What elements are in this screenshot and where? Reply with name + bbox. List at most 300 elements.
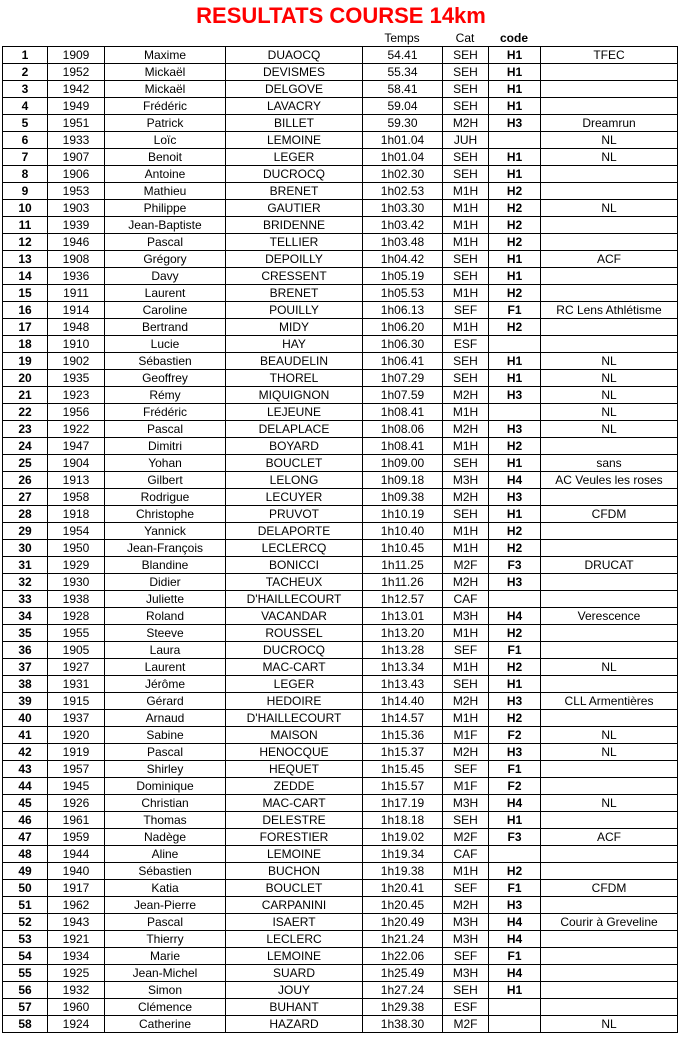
time-cell: 1h09.38 [363,489,443,506]
firstname-cell: Davy [105,268,226,285]
bib-cell: 1907 [48,149,105,166]
lastname-cell: POUILLY [226,302,363,319]
category-cell: CAF [443,591,489,608]
club-cell: ACF [541,829,678,846]
header-temps: Temps [384,31,420,45]
lastname-cell: MAC-CART [226,659,363,676]
lastname-cell: THOREL [226,370,363,387]
rank-cell: 54 [3,948,48,965]
bib-cell: 1923 [48,387,105,404]
bib-cell: 1902 [48,353,105,370]
category-cell: M1H [443,710,489,727]
category-cell: M1H [443,234,489,251]
rank-cell: 15 [3,285,48,302]
category-cell: SEH [443,268,489,285]
firstname-cell: Gérard [105,693,226,710]
table-row [3,948,678,965]
category-cell: M1H [443,438,489,455]
club-cell: NL [541,659,678,676]
rank-cell: 19 [3,353,48,370]
club-cell [541,676,678,693]
bib-cell: 1935 [48,370,105,387]
table-row [3,489,678,506]
bib-cell: 1933 [48,132,105,149]
time-cell: 1h11.26 [363,574,443,591]
bib-cell: 1918 [48,506,105,523]
lastname-cell: MIQUIGNON [226,387,363,404]
lastname-cell: BEAUDELIN [226,353,363,370]
bib-cell: 1921 [48,931,105,948]
rank-cell: 44 [3,778,48,795]
table-row [3,659,678,676]
time-cell: 59.30 [363,115,443,132]
club-cell: Verescence [541,608,678,625]
bib-cell: 1940 [48,863,105,880]
rank-cell: 20 [3,370,48,387]
code-cell [489,336,541,353]
rank-cell: 57 [3,999,48,1016]
time-cell: 1h15.45 [363,761,443,778]
firstname-cell: Jérôme [105,676,226,693]
rank-cell: 12 [3,234,48,251]
firstname-cell: Antoine [105,166,226,183]
lastname-cell: LECLERCQ [226,540,363,557]
rank-cell: 48 [3,846,48,863]
code-cell [489,999,541,1016]
table-row [3,591,678,608]
club-cell [541,897,678,914]
time-cell: 1h09.18 [363,472,443,489]
club-cell: ACF [541,251,678,268]
code-cell: H4 [489,965,541,982]
code-cell: H2 [489,438,541,455]
firstname-cell: Jean-François [105,540,226,557]
table-row [3,115,678,132]
code-cell: H2 [489,200,541,217]
category-cell: SEF [443,642,489,659]
bib-cell: 1931 [48,676,105,693]
bib-cell: 1925 [48,965,105,982]
club-cell: AC Veules les roses [541,472,678,489]
time-cell: 1h06.13 [363,302,443,319]
time-cell: 1h17.19 [363,795,443,812]
bib-cell: 1909 [48,47,105,64]
code-cell: H1 [489,982,541,999]
category-cell: SEF [443,880,489,897]
category-cell: M1F [443,778,489,795]
bib-cell: 1905 [48,642,105,659]
lastname-cell: JOUY [226,982,363,999]
rank-cell: 40 [3,710,48,727]
bib-cell: 1939 [48,217,105,234]
rank-cell: 30 [3,540,48,557]
firstname-cell: Caroline [105,302,226,319]
time-cell: 1h20.45 [363,897,443,914]
rank-cell: 21 [3,387,48,404]
category-cell: SEH [443,98,489,115]
table-row [3,302,678,319]
lastname-cell: HAY [226,336,363,353]
bib-cell: 1913 [48,472,105,489]
header-code: code [499,31,528,45]
lastname-cell: TELLIER [226,234,363,251]
firstname-cell: Christophe [105,506,226,523]
category-cell: M2F [443,829,489,846]
firstname-cell: Laurent [105,659,226,676]
rank-cell: 46 [3,812,48,829]
table-row [3,880,678,897]
bib-cell: 1903 [48,200,105,217]
club-cell: CFDM [541,880,678,897]
table-row [3,982,678,999]
code-cell: H1 [489,166,541,183]
rank-cell: 56 [3,982,48,999]
rank-cell: 16 [3,302,48,319]
time-cell: 1h11.25 [363,557,443,574]
rank-cell: 23 [3,421,48,438]
rank-cell: 25 [3,455,48,472]
club-cell [541,948,678,965]
lastname-cell: BRENET [226,183,363,200]
table-row [3,353,678,370]
lastname-cell: GAUTIER [226,200,363,217]
lastname-cell: BRIDENNE [226,217,363,234]
category-cell: SEH [443,81,489,98]
lastname-cell: MIDY [226,319,363,336]
lastname-cell: LEMOINE [226,846,363,863]
firstname-cell: Sébastien [105,353,226,370]
firstname-cell: Clémence [105,999,226,1016]
time-cell: 58.41 [363,81,443,98]
category-cell: M2H [443,489,489,506]
category-cell: SEF [443,948,489,965]
code-cell: F1 [489,761,541,778]
club-cell: NL [541,149,678,166]
lastname-cell: CARPANINI [226,897,363,914]
club-cell [541,166,678,183]
rank-cell: 22 [3,404,48,421]
club-cell [541,285,678,302]
table-row [3,744,678,761]
bib-cell: 1949 [48,98,105,115]
time-cell: 1h19.38 [363,863,443,880]
category-cell: M1H [443,200,489,217]
time-cell: 1h13.20 [363,625,443,642]
firstname-cell: Jean-Michel [105,965,226,982]
code-cell: H1 [489,506,541,523]
table-row [3,81,678,98]
table-row [3,727,678,744]
code-cell: F3 [489,829,541,846]
code-cell: H1 [489,353,541,370]
bib-cell: 1929 [48,557,105,574]
category-cell: M2H [443,897,489,914]
firstname-cell: Frédéric [105,98,226,115]
firstname-cell: Blandine [105,557,226,574]
lastname-cell: ISAERT [226,914,363,931]
bib-cell: 1953 [48,183,105,200]
club-cell [541,268,678,285]
code-cell [489,591,541,608]
firstname-cell: Catherine [105,1016,226,1033]
firstname-cell: Yohan [105,455,226,472]
bib-cell: 1906 [48,166,105,183]
lastname-cell: DELAPORTE [226,523,363,540]
lastname-cell: HAZARD [226,1016,363,1033]
club-cell: RC Lens Athlétisme [541,302,678,319]
club-cell [541,438,678,455]
header-cat: Cat [455,31,475,45]
lastname-cell: BOUCLET [226,880,363,897]
category-cell: M1H [443,217,489,234]
category-cell: ESF [443,336,489,353]
time-cell: 1h10.40 [363,523,443,540]
column-headers [0,30,682,46]
firstname-cell: Patrick [105,115,226,132]
rank-cell: 14 [3,268,48,285]
code-cell: H3 [489,693,541,710]
category-cell: SEH [443,506,489,523]
lastname-cell: BOYARD [226,438,363,455]
code-cell: F1 [489,880,541,897]
club-cell [541,319,678,336]
category-cell: M1H [443,540,489,557]
category-cell: ESF [443,999,489,1016]
lastname-cell: HEQUET [226,761,363,778]
firstname-cell: Yannick [105,523,226,540]
code-cell: H3 [489,387,541,404]
firstname-cell: Thomas [105,812,226,829]
time-cell: 1h13.43 [363,676,443,693]
club-cell [541,489,678,506]
club-cell [541,81,678,98]
firstname-cell: Mathieu [105,183,226,200]
table-row [3,217,678,234]
time-cell: 1h03.48 [363,234,443,251]
table-row [3,285,678,302]
club-cell: NL [541,387,678,404]
category-cell: SEH [443,353,489,370]
code-cell: H2 [489,234,541,251]
table-row [3,506,678,523]
category-cell: SEH [443,676,489,693]
category-cell: M2F [443,1016,489,1033]
rank-cell: 34 [3,608,48,625]
lastname-cell: LELONG [226,472,363,489]
table-row [3,540,678,557]
code-cell: H2 [489,863,541,880]
bib-cell: 1947 [48,438,105,455]
club-cell: Dreamrun [541,115,678,132]
lastname-cell: BOUCLET [226,455,363,472]
time-cell: 1h07.59 [363,387,443,404]
rank-cell: 33 [3,591,48,608]
time-cell: 1h25.49 [363,965,443,982]
lastname-cell: FORESTIER [226,829,363,846]
time-cell: 1h03.42 [363,217,443,234]
rank-cell: 10 [3,200,48,217]
rank-cell: 27 [3,489,48,506]
lastname-cell: SUARD [226,965,363,982]
lastname-cell: LEGER [226,149,363,166]
rank-cell: 52 [3,914,48,931]
firstname-cell: Didier [105,574,226,591]
lastname-cell: MAISON [226,727,363,744]
club-cell [541,217,678,234]
club-cell: NL [541,404,678,421]
bib-cell: 1938 [48,591,105,608]
category-cell: M2H [443,421,489,438]
club-cell: NL [541,200,678,217]
rank-cell: 26 [3,472,48,489]
lastname-cell: HENOCQUE [226,744,363,761]
rank-cell: 58 [3,1016,48,1033]
code-cell: F1 [489,948,541,965]
time-cell: 1h18.18 [363,812,443,829]
table-row [3,914,678,931]
code-cell: H4 [489,608,541,625]
lastname-cell: DUCROCQ [226,642,363,659]
lastname-cell: BUCHON [226,863,363,880]
table-row [3,200,678,217]
category-cell: SEH [443,166,489,183]
rank-cell: 31 [3,557,48,574]
firstname-cell: Laurent [105,285,226,302]
code-cell [489,1016,541,1033]
bib-cell: 1922 [48,421,105,438]
club-cell [541,98,678,115]
time-cell: 1h06.20 [363,319,443,336]
rank-cell: 11 [3,217,48,234]
category-cell: M1H [443,319,489,336]
club-cell: NL [541,132,678,149]
code-cell: H1 [489,251,541,268]
table-row [3,693,678,710]
category-cell: CAF [443,846,489,863]
time-cell: 1h06.41 [363,353,443,370]
time-cell: 1h13.28 [363,642,443,659]
lastname-cell: BRENET [226,285,363,302]
category-cell: M1H [443,523,489,540]
firstname-cell: Pascal [105,744,226,761]
code-cell: H1 [489,812,541,829]
code-cell: H1 [489,64,541,81]
bib-cell: 1944 [48,846,105,863]
time-cell: 1h21.24 [363,931,443,948]
rank-cell: 3 [3,81,48,98]
time-cell: 1h03.30 [363,200,443,217]
firstname-cell: Pascal [105,914,226,931]
rank-cell: 37 [3,659,48,676]
rank-cell: 38 [3,676,48,693]
club-cell: NL [541,727,678,744]
rank-cell: 18 [3,336,48,353]
code-cell: H1 [489,370,541,387]
code-cell: F1 [489,642,541,659]
code-cell: H1 [489,455,541,472]
club-cell [541,999,678,1016]
lastname-cell: HEDOIRE [226,693,363,710]
club-cell [541,812,678,829]
rank-cell: 47 [3,829,48,846]
category-cell: SEH [443,812,489,829]
lastname-cell: LEGER [226,676,363,693]
lastname-cell: LECUYER [226,489,363,506]
time-cell: 1h01.04 [363,132,443,149]
time-cell: 1h15.37 [363,744,443,761]
club-cell [541,965,678,982]
code-cell: H4 [489,931,541,948]
club-cell [541,778,678,795]
rank-cell: 43 [3,761,48,778]
lastname-cell: D'HAILLECOURT [226,710,363,727]
rank-cell: 41 [3,727,48,744]
category-cell: JUH [443,132,489,149]
club-cell: NL [541,353,678,370]
code-cell: H1 [489,149,541,166]
firstname-cell: Arnaud [105,710,226,727]
table-row [3,268,678,285]
bib-cell: 1958 [48,489,105,506]
club-cell: CFDM [541,506,678,523]
bib-cell: 1920 [48,727,105,744]
club-cell [541,574,678,591]
lastname-cell: LEMOINE [226,948,363,965]
category-cell: M1H [443,625,489,642]
bib-cell: 1937 [48,710,105,727]
lastname-cell: DEVISMES [226,64,363,81]
time-cell: 1h02.30 [363,166,443,183]
rank-cell: 1 [3,47,48,64]
table-row [3,336,678,353]
code-cell: F3 [489,557,541,574]
code-cell: H3 [489,421,541,438]
lastname-cell: VACANDAR [226,608,363,625]
code-cell: H2 [489,319,541,336]
bib-cell: 1956 [48,404,105,421]
table-row [3,472,678,489]
lastname-cell: LAVACRY [226,98,363,115]
time-cell: 1h20.41 [363,880,443,897]
time-cell: 1h08.41 [363,438,443,455]
category-cell: SEH [443,251,489,268]
firstname-cell: Benoit [105,149,226,166]
code-cell: F1 [489,302,541,319]
time-cell: 1h20.49 [363,914,443,931]
rank-cell: 51 [3,897,48,914]
table-row [3,778,678,795]
bib-cell: 1960 [48,999,105,1016]
firstname-cell: Dimitri [105,438,226,455]
club-cell [541,846,678,863]
rank-cell: 49 [3,863,48,880]
firstname-cell: Pascal [105,421,226,438]
bib-cell: 1930 [48,574,105,591]
bib-cell: 1959 [48,829,105,846]
time-cell: 1h08.41 [363,404,443,421]
time-cell: 1h15.36 [363,727,443,744]
code-cell: H2 [489,217,541,234]
time-cell: 1h09.00 [363,455,443,472]
bib-cell: 1919 [48,744,105,761]
category-cell: M1H [443,183,489,200]
table-row [3,846,678,863]
firstname-cell: Philippe [105,200,226,217]
time-cell: 1h13.01 [363,608,443,625]
lastname-cell: DUCROCQ [226,166,363,183]
code-cell: H3 [489,115,541,132]
bib-cell: 1948 [48,319,105,336]
